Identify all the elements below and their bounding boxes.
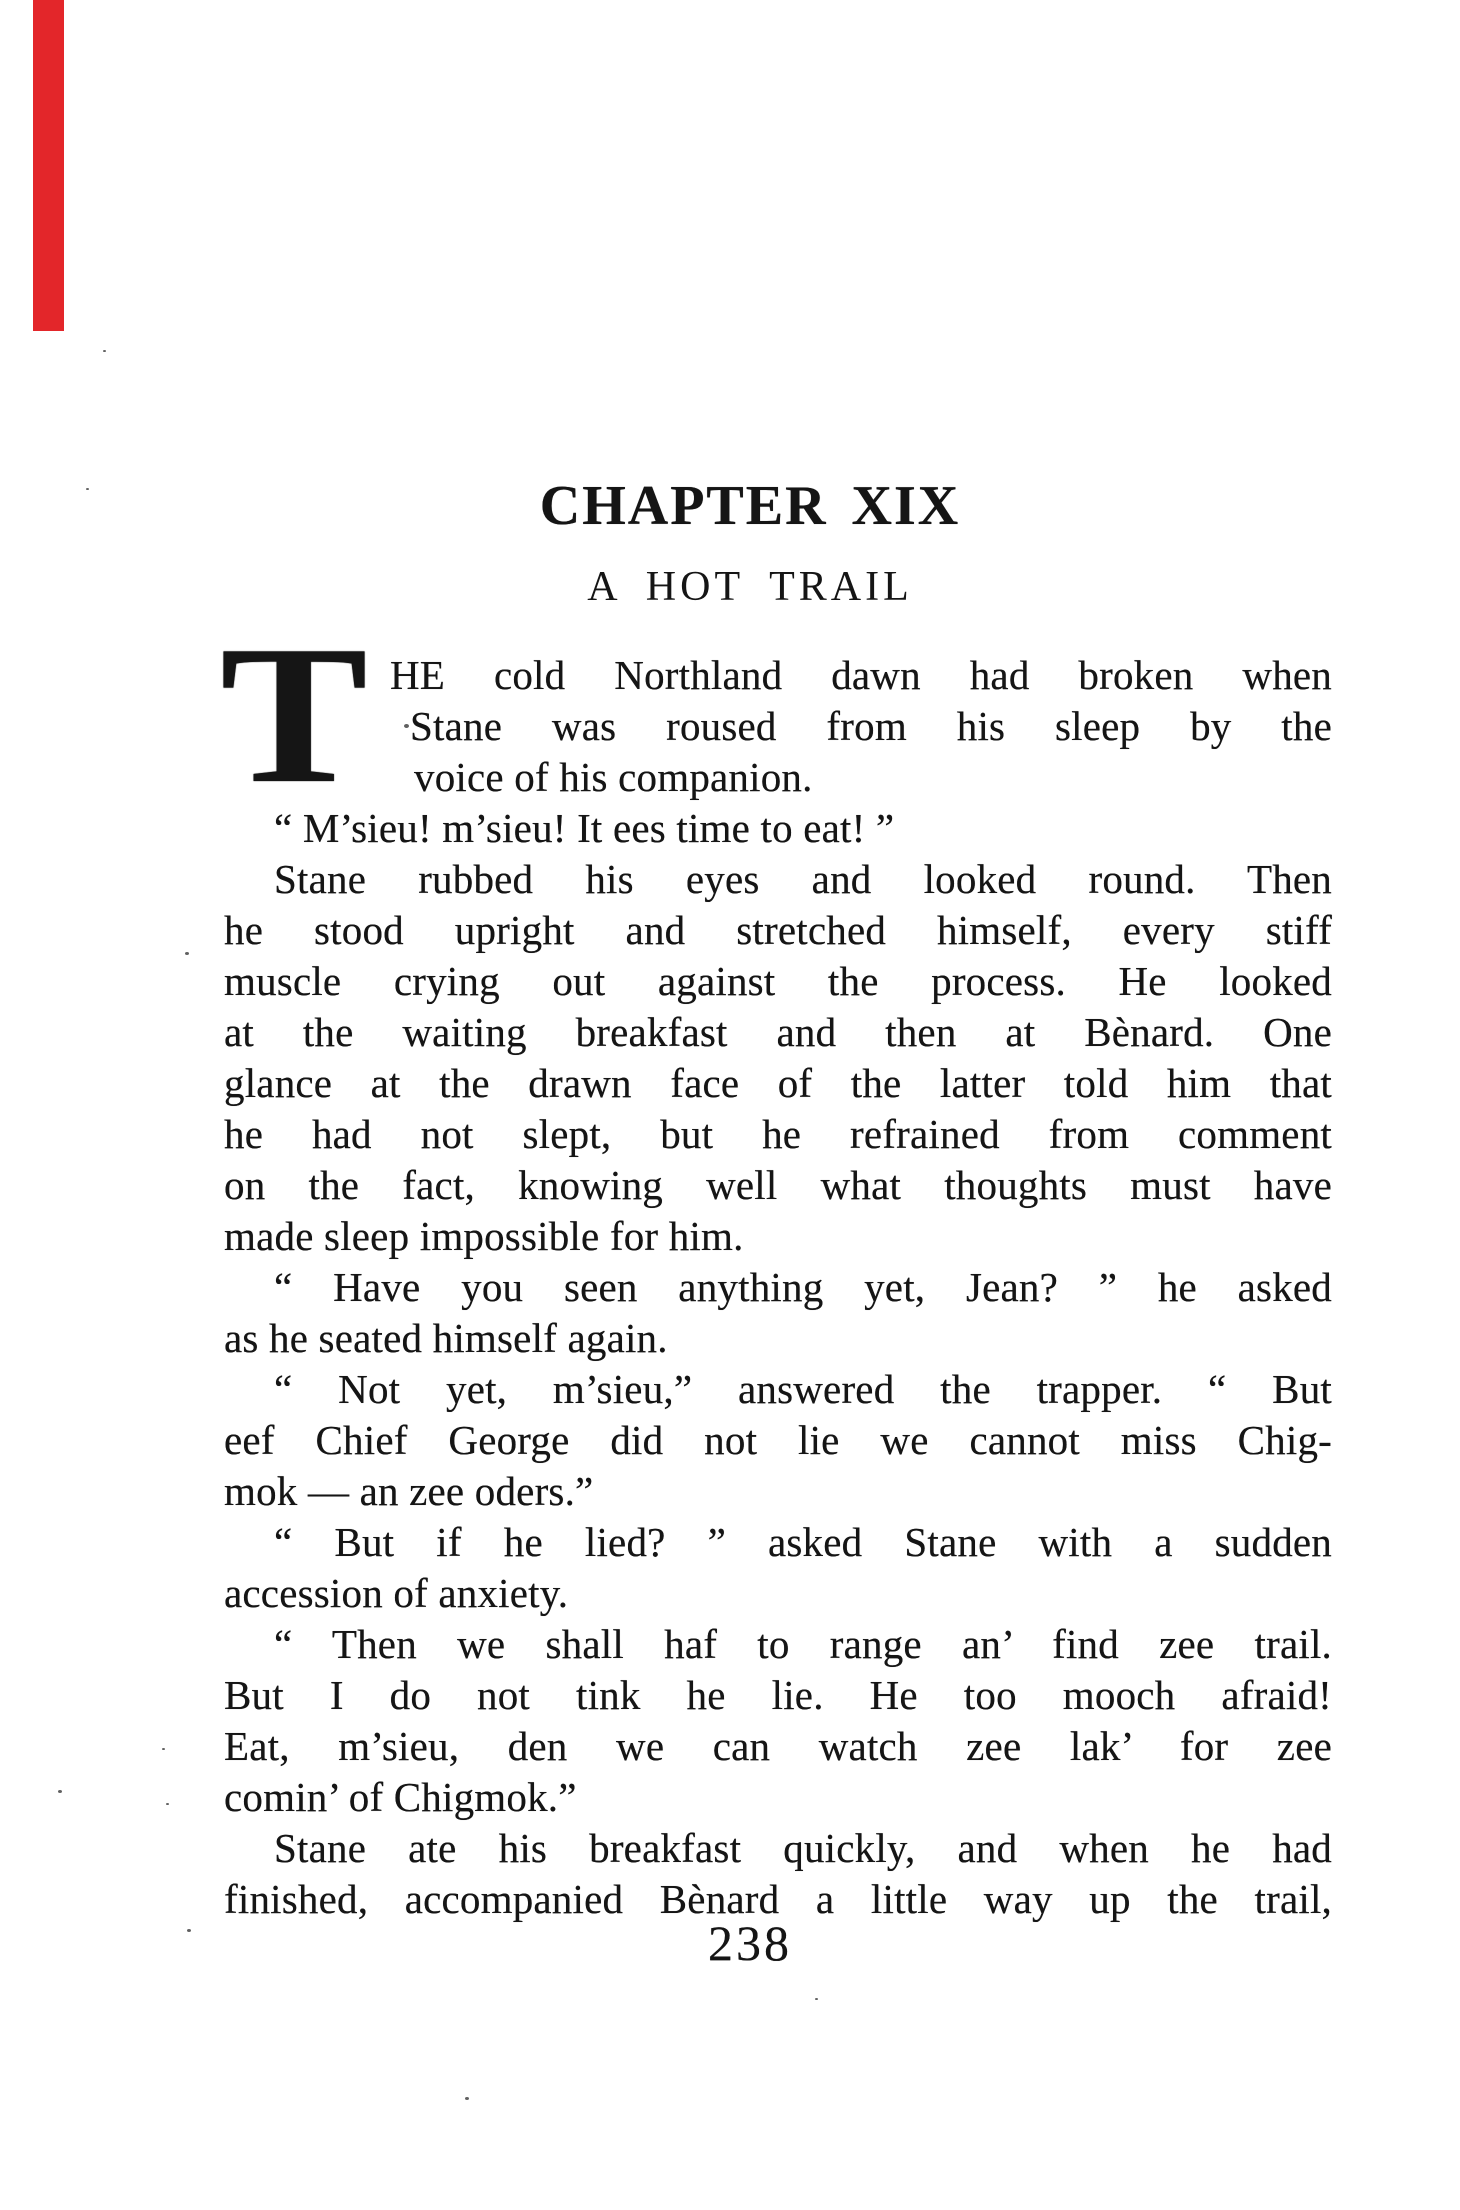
scan-speck [187,1929,191,1932]
text-line: accession of anxiety. [224,1570,569,1616]
text-line: Stane rubbed his eyes and looked round. Then [274,856,1332,902]
text-line: finished, accompanied Bènard a little way up the trail, [224,1876,1332,1922]
scan-speck [815,1998,818,2000]
text-line: Stane was roused from his sleep by the [410,703,1332,749]
scan-speck [162,1748,165,1750]
text-line: voice of his companion. [414,754,813,800]
text-line: mok — an zee oders.” [224,1468,594,1514]
text-line: “ But if he lied? ” asked Stane with a sudden [274,1519,1332,1565]
scan-speck [103,350,106,352]
body-text [220,605,1332,1925]
text-line: he stood upright and stretched himself, every stiff [224,907,1332,953]
text-line: HE cold Northland dawn had broken when [390,652,1332,698]
text-line: muscle crying out against the process. He looked [224,958,1332,1004]
scan-speck [185,952,189,955]
text-line: comin’ of Chigmok.” [224,1774,577,1820]
drop-cap-letter: T [220,605,368,824]
scan-speck [86,488,89,490]
page-number: 238 [708,1915,792,1971]
scan-speck [465,2097,469,2100]
text-line: “ Have you seen anything yet, Jean? ” he asked [274,1264,1332,1310]
chapter-title: CHAPTER XIX [539,475,961,537]
text-line: Eat, m’sieu, den we can watch zee lak’ for zee [224,1723,1332,1769]
text-line: “ Then we shall haf to range an’ find zee trail. [274,1621,1332,1667]
scan-speck [166,1803,169,1805]
text-line: But I do not tink he lie. He too mooch afraid! [224,1672,1332,1718]
text-line: as he seated himself again. [224,1315,668,1361]
text-line: he had not slept, but he refrained from comment [224,1111,1332,1157]
scan-speck [404,724,409,728]
text-line: “ M’sieu! m’sieu! It ees time to eat! ” [274,805,895,851]
text-line: eef Chief George did not lie we cannot miss Chig- [224,1417,1332,1463]
text-line: made sleep impossible for him. [224,1213,744,1259]
scan-speck [58,1790,62,1793]
text-line: “ Not yet, m’sieu,” answered the trapper. “ But [274,1366,1332,1412]
text-line: at the waiting breakfast and then at Bènard. One [224,1009,1332,1055]
text-line: Stane ate his breakfast quickly, and when he had [274,1825,1332,1871]
text-line: glance at the drawn face of the latter told him that [224,1060,1332,1106]
chapter-subtitle: A HOT TRAIL [587,564,913,610]
text-line: on the fact, knowing well what thoughts must have [224,1162,1332,1208]
red-margin-mark [33,0,64,331]
